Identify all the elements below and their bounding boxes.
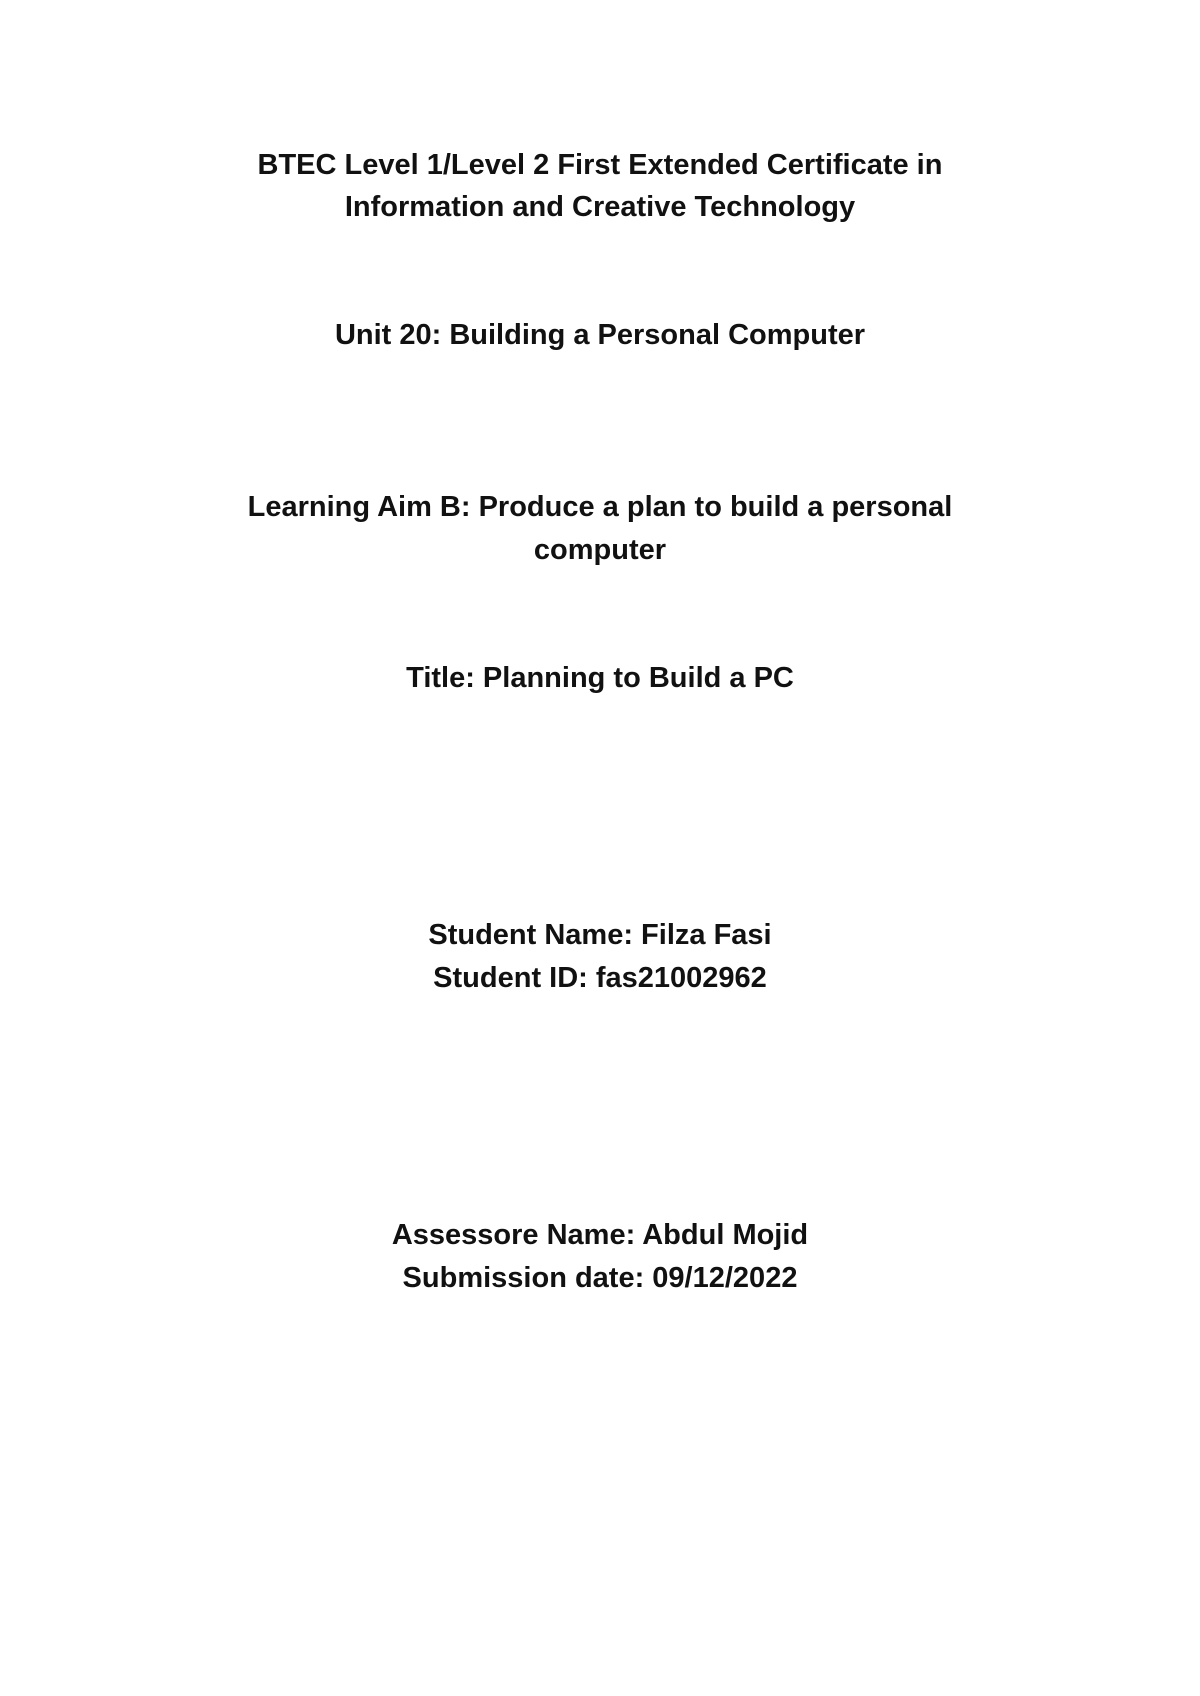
learning-aim-line-1: Learning Aim B: Produce a plan to build a personal xyxy=(247,491,953,523)
qualification-title-line-1: BTEC Level 1/Level 2 First Extended Certificate in xyxy=(257,149,943,181)
student-id: Student ID: fas21002962 xyxy=(433,962,767,994)
submission-date: Submission date: 09/12/2022 xyxy=(402,1262,798,1294)
assessor-name: Assessore Name: Abdul Mojid xyxy=(391,1219,809,1251)
unit-title: Unit 20: Building a Personal Computer xyxy=(334,319,866,351)
learning-aim-line-2: computer xyxy=(533,534,667,566)
student-name: Student Name: Filza Fasi xyxy=(428,919,772,951)
assignment-title: Title: Planning to Build a PC xyxy=(406,662,794,694)
qualification-title-line-2: Information and Creative Technology xyxy=(344,191,856,223)
